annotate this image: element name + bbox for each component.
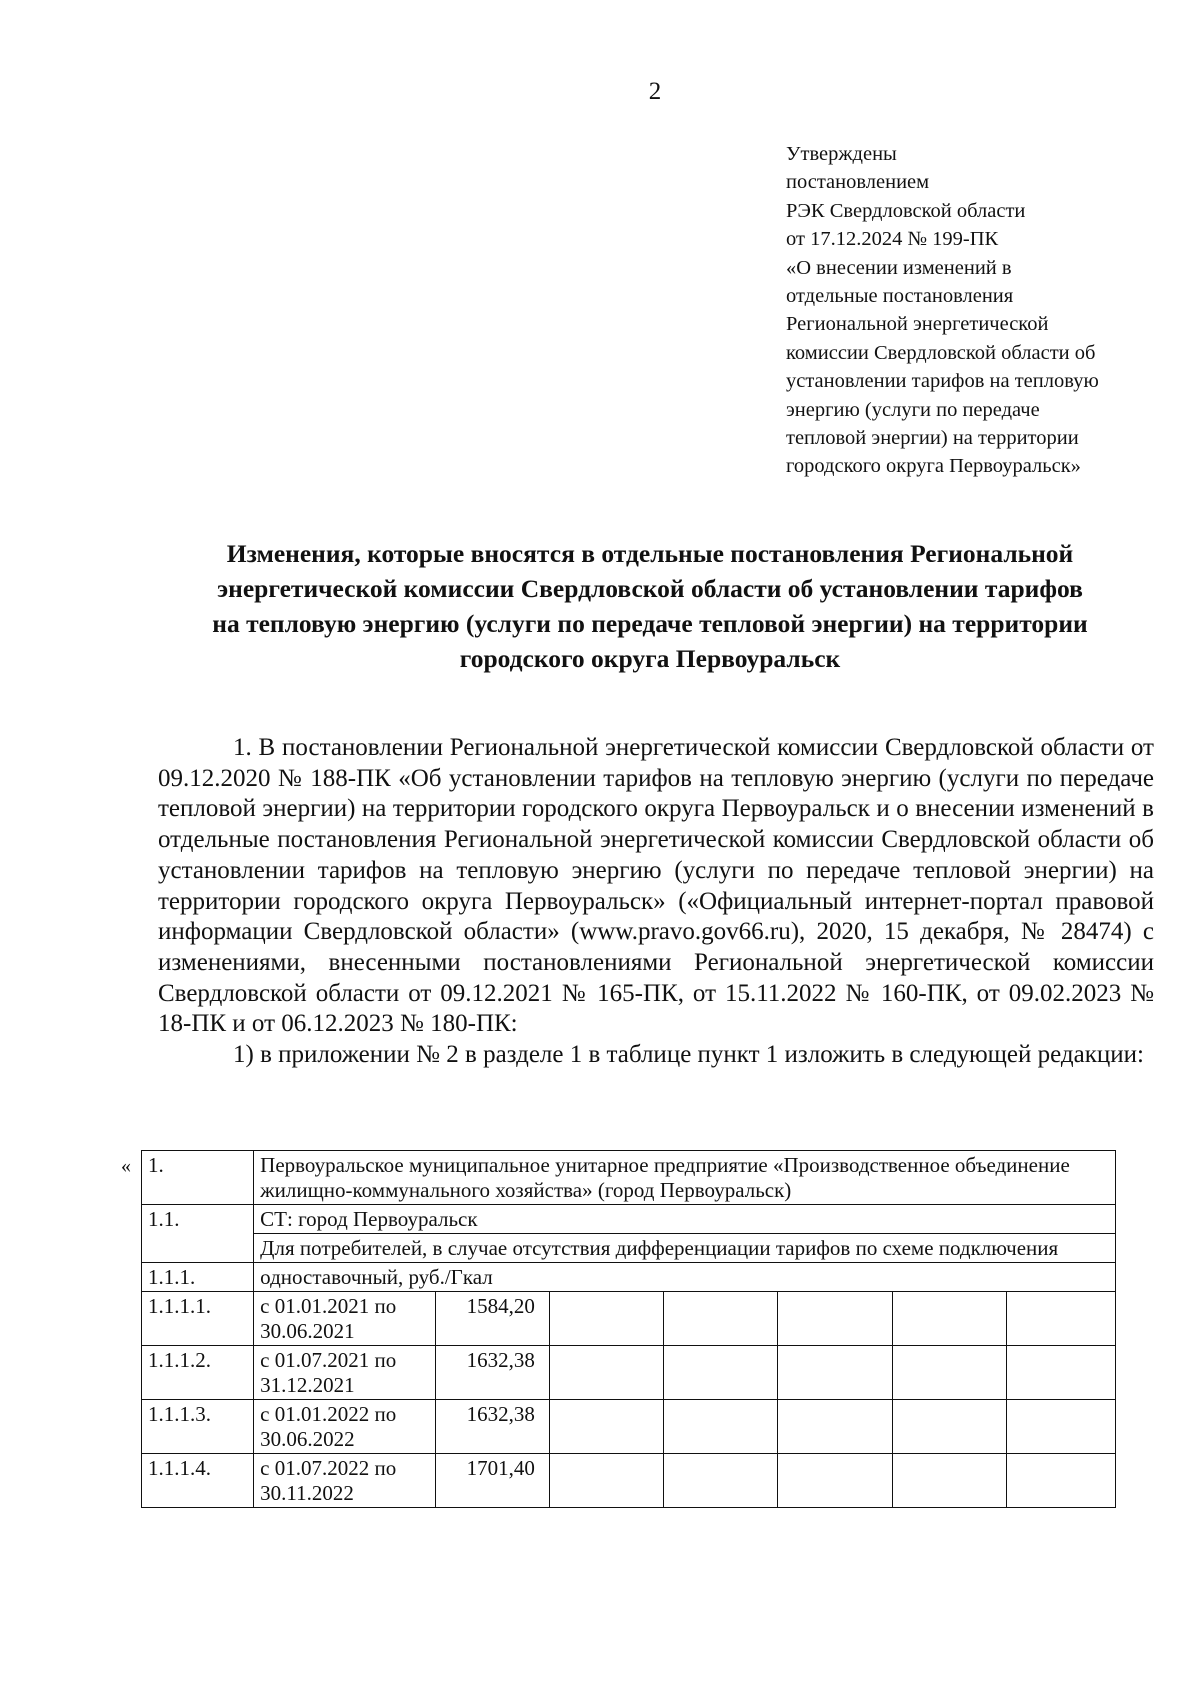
- period-cell: с 01.01.2021 по 30.06.2021: [254, 1292, 436, 1346]
- tariff-value: 1584,20: [435, 1292, 549, 1346]
- empty-cell: [549, 1400, 663, 1454]
- empty-cell: [778, 1400, 892, 1454]
- approval-block: [786, 140, 1166, 481]
- approval-line: Региональной энергетической: [786, 313, 1049, 336]
- empty-cell: [778, 1346, 892, 1400]
- table-row: [142, 1205, 1116, 1234]
- row-number: 1.1.1.1.: [142, 1292, 254, 1346]
- table-row: [142, 1400, 1116, 1454]
- document-heading: [150, 536, 1150, 676]
- empty-cell: [892, 1400, 1006, 1454]
- empty-cell: [549, 1292, 663, 1346]
- body-text: [158, 733, 1154, 1071]
- approval-line: комиссии Свердловской области об: [786, 341, 1096, 364]
- consumer-category: Для потребителей, в случае отсутствия дифференциации тарифов по схеме подключения: [254, 1234, 1116, 1263]
- approval-line: Утверждены: [786, 143, 897, 165]
- empty-cell: [778, 1292, 892, 1346]
- table-row: [142, 1151, 1116, 1205]
- approval-line: «О внесении изменений в: [786, 256, 1012, 279]
- table-row: [142, 1292, 1116, 1346]
- organization-name: Первоуральское муниципальное унитарное предприятие «Производственное объединение жилищно-коммунального хозяйства» (город Первоуральск): [254, 1151, 1116, 1205]
- tariff-table: [141, 1150, 1116, 1508]
- empty-cell: [549, 1346, 663, 1400]
- empty-cell: [778, 1454, 892, 1508]
- heading-line: энергетической комиссии Свердловской области об установлении тарифов: [217, 574, 1083, 603]
- approval-line: тепловой энергии) на территории: [786, 427, 1079, 450]
- tariff-value: 1701,40: [435, 1454, 549, 1508]
- paragraph-2: 1) в приложении № 2 в разделе 1 в таблице пункт 1 изложить в следующей редакции:: [233, 1041, 1144, 1069]
- page-number: 2: [648, 78, 662, 105]
- period-cell: с 01.07.2021 по 31.12.2021: [254, 1346, 436, 1400]
- empty-cell: [664, 1292, 778, 1346]
- approval-line: отдельные постановления: [786, 285, 1014, 308]
- empty-cell: [549, 1454, 663, 1508]
- empty-cell: [664, 1346, 778, 1400]
- empty-cell: [1006, 1454, 1115, 1508]
- empty-cell: [1006, 1346, 1115, 1400]
- empty-cell: [1006, 1292, 1115, 1346]
- table-row: [142, 1454, 1116, 1508]
- approval-line: от 17.12.2024 № 199-ПК: [786, 228, 999, 251]
- approval-line: энергию (услуги по передаче: [786, 398, 1040, 421]
- empty-cell: [1006, 1400, 1115, 1454]
- row-number: 1.1.: [142, 1205, 254, 1263]
- approval-line: РЭК Свердловской области: [786, 199, 1026, 222]
- empty-cell: [892, 1292, 1006, 1346]
- heat-system-name: СТ: город Первоуральск: [254, 1205, 1116, 1234]
- period-cell: с 01.07.2022 по 30.11.2022: [254, 1454, 436, 1508]
- approval-line: городского округа Первоуральск»: [786, 455, 1081, 478]
- row-number: 1.1.1.3.: [142, 1400, 254, 1454]
- approval-line: установлении тарифов на тепловую: [786, 370, 1099, 393]
- heading-line: городского округа Первоуральск: [459, 644, 841, 673]
- approval-line: постановлением: [786, 171, 930, 194]
- heading-line: Изменения, которые вносятся в отдельные постановления Региональной: [226, 539, 1074, 568]
- row-number: 1.1.1.4.: [142, 1454, 254, 1508]
- empty-cell: [664, 1454, 778, 1508]
- table-row: [142, 1234, 1116, 1263]
- opening-quote-mark: «: [121, 1155, 131, 1177]
- paragraph-1: 1. В постановлении Региональной энергетической комиссии Свердловской области от 09.12.2020 № 188-ПК «Об установлении тарифов на тепловую энергию (услуги по передаче тепловой энергии) на территории городского округа Первоуральск и о внесении изменений в отдельные постановления Региональной энергетической комиссии Свердловской области об установлении тарифов на тепловую энергию (услуги по передаче тепловой энергии) на территории городского округа Первоуральск» («Официальный интернет-портал правовой информации Свердловской области» (www.pravo.gov66.ru), 2020, 15 декабря, № 28474) с изменениями, внесенными постановлениями Региональной энергетической комиссии Свердловской области от 09.12.2021 № 165-ПК, от 15.11.2022 № 160-ПК, от 09.02.2023 № 18-ПК и от 06.12.2023 № 180-ПК:: [158, 734, 1154, 1038]
- heading-line: на тепловую энергию (услуги по передаче тепловой энергии) на территории: [212, 609, 1088, 638]
- period-cell: с 01.01.2022 по 30.06.2022: [254, 1400, 436, 1454]
- table-row: [142, 1263, 1116, 1292]
- empty-cell: [892, 1454, 1006, 1508]
- tariff-value: 1632,38: [435, 1400, 549, 1454]
- empty-cell: [892, 1346, 1006, 1400]
- row-number: 1.: [142, 1151, 254, 1205]
- tariff-type: одноставочный, руб./Гкал: [254, 1263, 1116, 1292]
- row-number: 1.1.1.: [142, 1263, 254, 1292]
- table-row: [142, 1346, 1116, 1400]
- tariff-value: 1632,38: [435, 1346, 549, 1400]
- empty-cell: [664, 1400, 778, 1454]
- row-number: 1.1.1.2.: [142, 1346, 254, 1400]
